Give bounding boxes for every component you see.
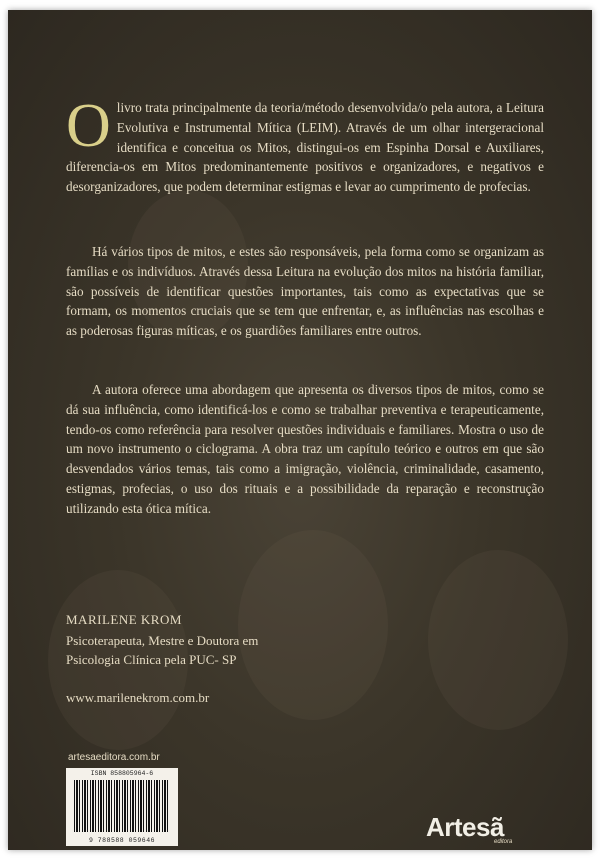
barcode-bars — [74, 780, 170, 832]
description-paragraph-2: Há vários tipos de mitos, e estes são responsáveis, pela forma como se organizam as famílias e os indivíduos. Através dessa Leitura na evolução dos mitos na história familiar, são possíveis de identificar questões importantes, tais como as expectativas que se formam, os momentos cruciais que se tem que enfrentar, e, as influências nas escolhas e as poderosas figuras míticas, e os guardiões familiares entre outros. — [66, 244, 544, 339]
book-back-cover — [8, 10, 592, 850]
isbn-label: ISBN 858805964-6 — [90, 770, 154, 777]
author-bio-line-1: Psicoterapeuta, Mestre e Doutora em — [66, 633, 259, 648]
author-website: www.marilenekrom.com.br — [66, 690, 210, 705]
publisher-website: artesaeditora.com.br — [68, 752, 160, 763]
description-paragraph-3: A autora oferece uma abordagem que apresenta os diversos tipos de mitos, como se dá sua influência, como identificá-los e como se trabalhar preventiva e terapeuticamente, tendo-os como referência para resolver questões individuais e familiares. Mostra o uso de um novo instrumento o ciclograma. A obra traz um capítulo teórico e outros em que são desvendados vários temas, tais como a imigração, violência, criminalidade, casamento, estigmas, profecias, o uso dos rituais e a possibilidade da reparação e reconstrução utilizando esta ótica mítica. — [66, 382, 544, 516]
background-photo-figure — [428, 550, 568, 730]
publisher-logo-subtitle: editora — [494, 839, 513, 845]
author-bio-line-2: Psicologia Clínica pela PUC- SP — [66, 652, 237, 667]
author-block — [66, 610, 366, 669]
barcode-number: 9 788588 059646 — [88, 837, 155, 844]
author-name: MARILENE KROM — [66, 612, 182, 627]
paragraph-1-text: livro trata principalmente da teoria/método desenvolvida/o pela autora, a Leitura Evolutiva e Instrumental Mítica (LEIM). Através de um olhar intergeracional identifica e conceitua os Mitos, distingui-os em Espinha Dorsal e Auxiliares, diferencia-os em Mitos predominantemente positivos e organizadores, e negativos e desorganizadores, que podem determinar estigmas e levar ao cumprimento de profecias. — [66, 100, 544, 195]
description-paragraph-1 — [66, 92, 544, 197]
drop-cap: O — [66, 92, 111, 160]
publisher-logo: Artesã — [426, 812, 504, 842]
isbn-barcode — [66, 768, 178, 846]
